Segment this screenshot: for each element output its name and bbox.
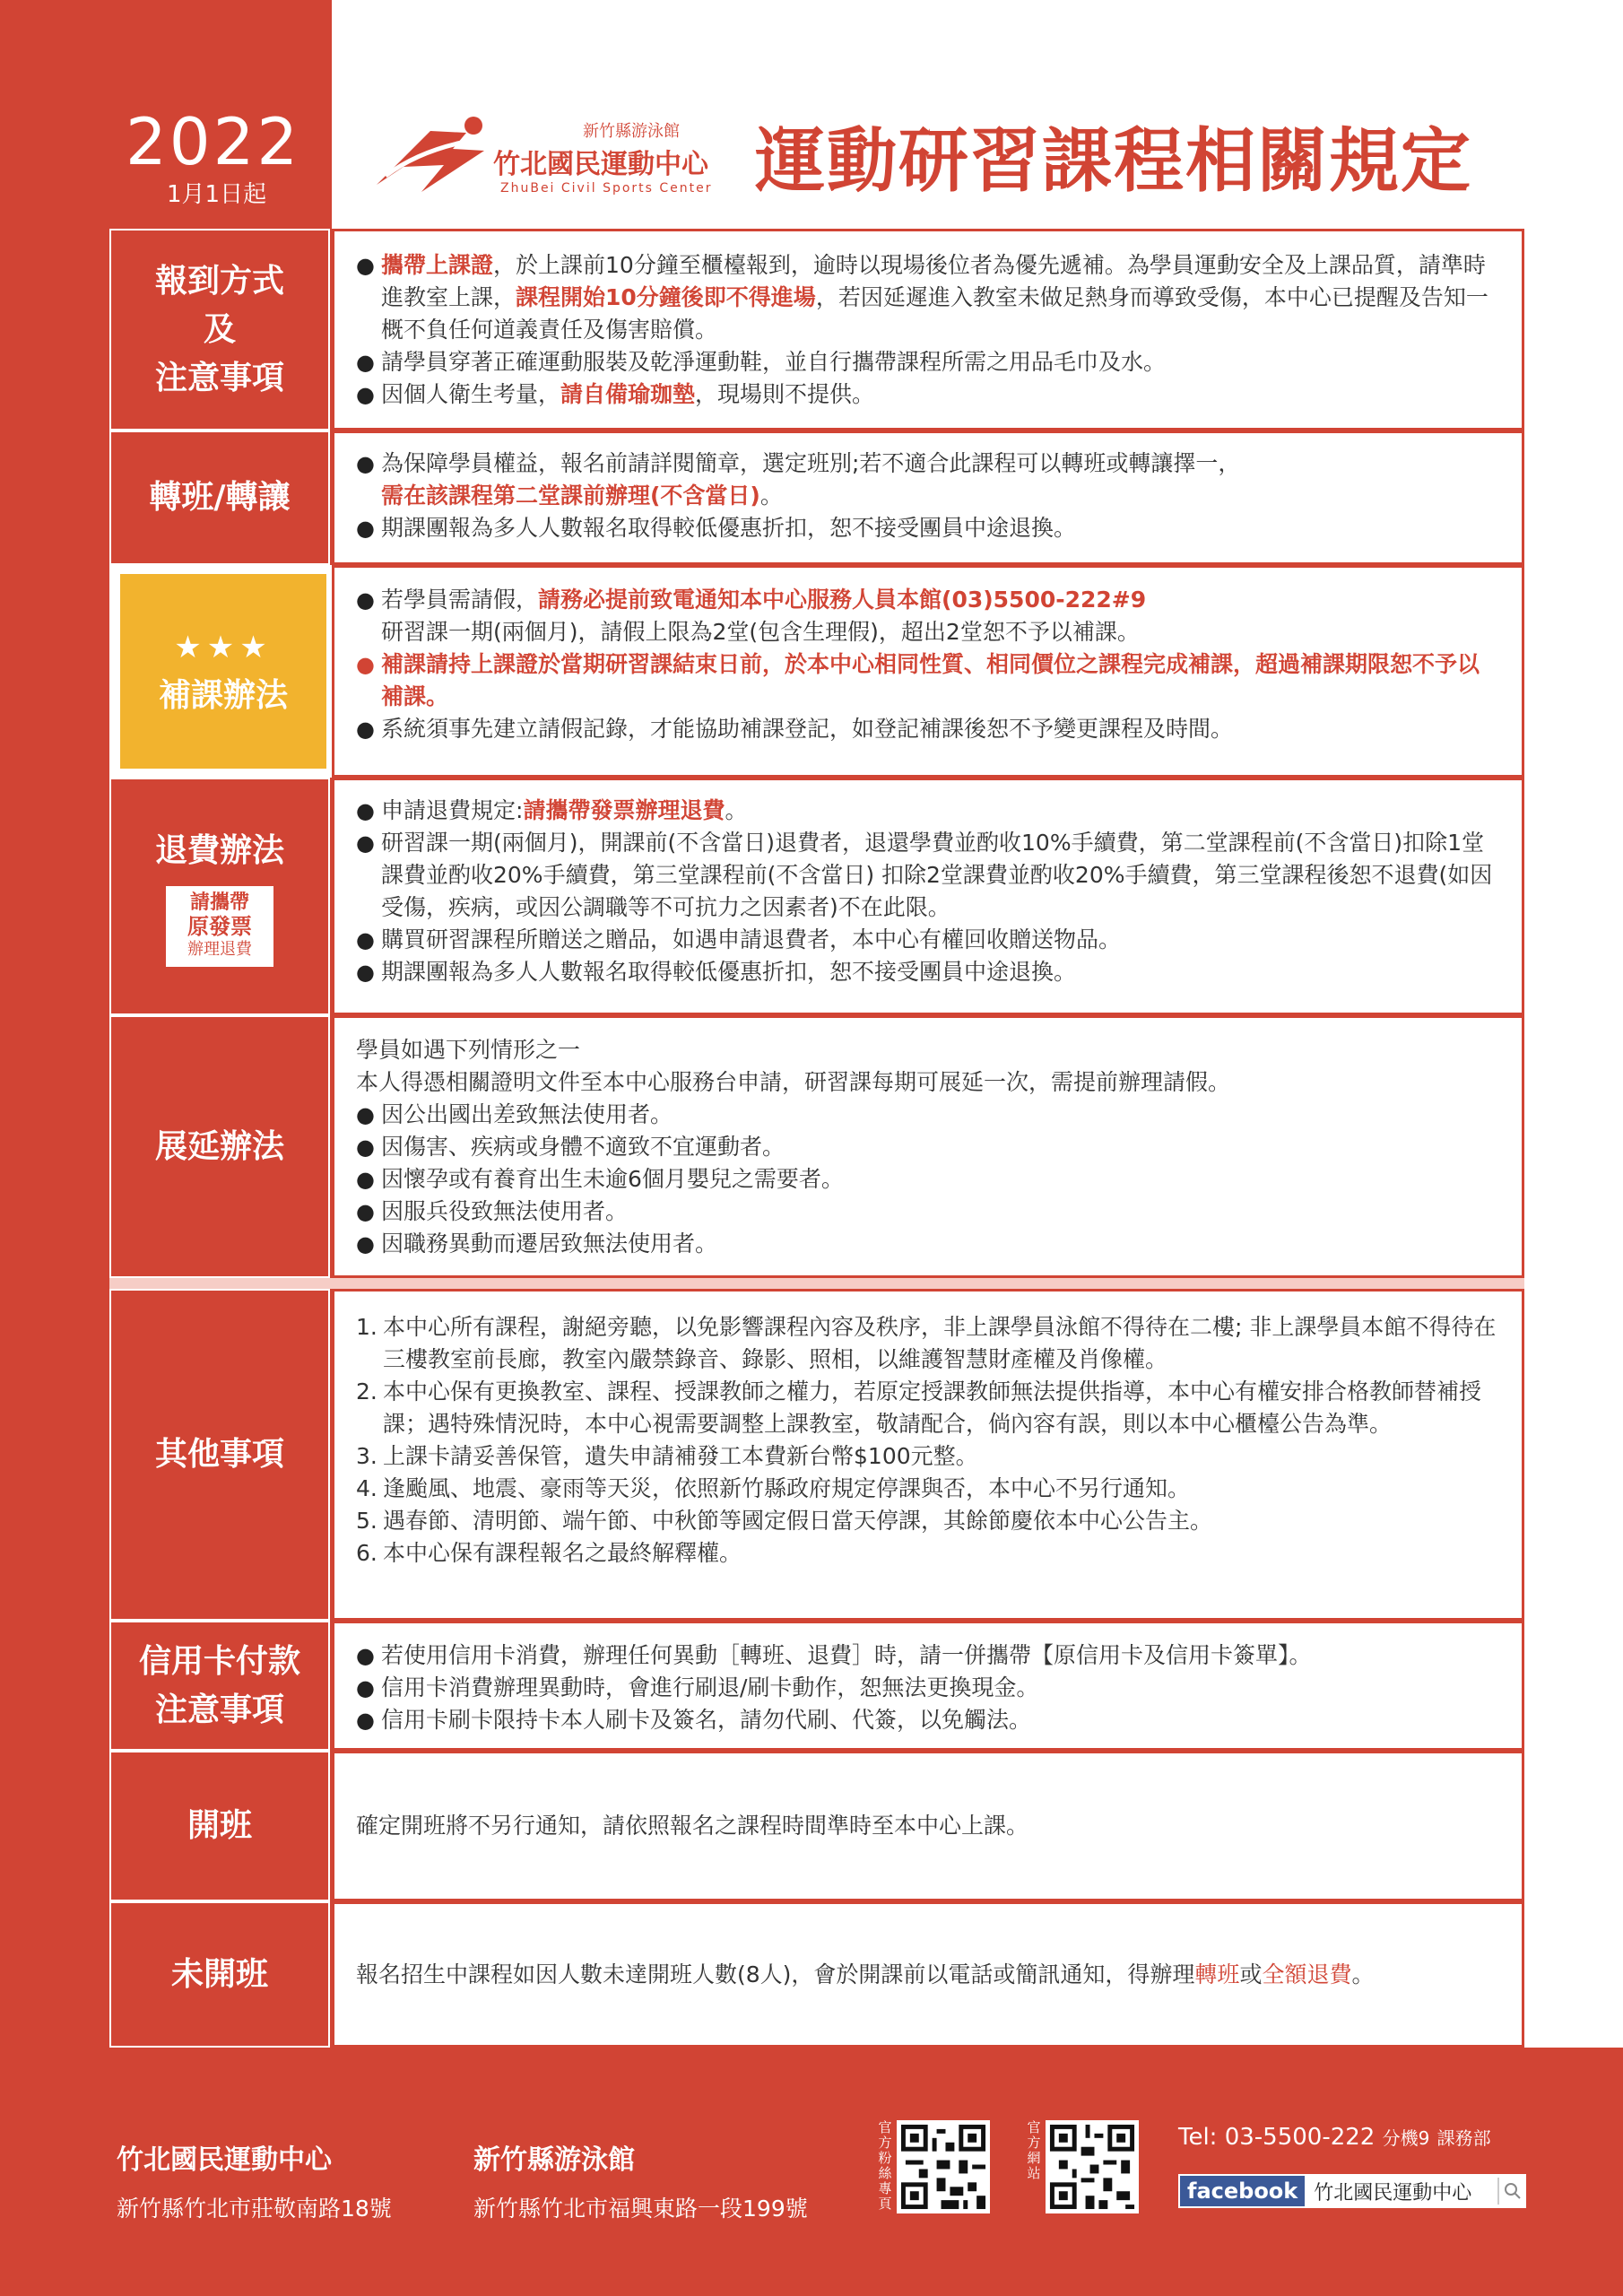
label-line: 注意事項 bbox=[154, 359, 284, 396]
intro-text: 本人得憑相關證明文件至本中心服務台申請，研習課每期可展延一次，需提前辦理請假。 bbox=[356, 1069, 1231, 1095]
section-open bbox=[109, 1751, 1524, 1901]
section-checkin bbox=[109, 229, 1524, 430]
receipt-line: 辦理退費 bbox=[187, 939, 252, 959]
list-item: ● 信用卡刷卡限持卡本人刷卡及簽名，請勿代刷、代簽，以免觸法。 bbox=[356, 1704, 1500, 1736]
section-content bbox=[332, 778, 1524, 1015]
section-label bbox=[109, 778, 330, 1015]
section-label: 轉班/轉讓 bbox=[109, 430, 330, 565]
receipt-badge bbox=[166, 886, 273, 967]
section-credit-card bbox=[109, 1621, 1524, 1751]
not-open-text: 報名招生中課程如因人數未達開班人數(8人)，會於開課前以電話或簡訊通知，得辦理轉班或全額退費。 bbox=[356, 1961, 1375, 1987]
label-line: 信用卡付款 bbox=[138, 1642, 300, 1680]
label-line: 退費辦法 bbox=[154, 831, 284, 869]
list-item: 3. 上課卡請妥善保管，遺失申請補發工本費新台幣$100元整。 bbox=[356, 1443, 978, 1469]
stars-icon: ★★★ bbox=[174, 629, 273, 665]
divider bbox=[109, 1278, 1524, 1289]
list-item: ● 信用卡消費辦理異動時，會進行刷退/刷卡動作，恕無法更換現金。 bbox=[356, 1672, 1500, 1704]
receipt-line: 原發票 bbox=[187, 913, 252, 939]
list-item: ● 購買研習課程所贈送之贈品，如遇申請退費者，本中心有權回收贈送物品。 bbox=[356, 924, 1500, 956]
label-line: 報到方式 bbox=[154, 262, 284, 300]
list-item: ● 研習課一期(兩個月)，開課前(不含當日)退費者，退還學費並酌收10%手續費，第二堂課程前(不含當日)扣除1堂課費並酌收20%手續費，第三堂課程前(不含當日) 扣除2堂課費並酌收20%手續費，第三堂課程後恕不退費(如因受傷，疾病，或因公調職等不可抗力之因素者)不在此限。 bbox=[356, 827, 1500, 924]
list-item: ● 若學員需請假，請務必提前致電通知本中心服務人員本館(03)5500-222#9 研習課一期(兩個月)，請假上限為2堂(包含生理假)，超出2堂恕不予以補課。 bbox=[356, 584, 1500, 648]
qr-code-fanpage-icon[interactable] bbox=[897, 2120, 990, 2213]
section-label: 展延辦法 bbox=[109, 1015, 330, 1278]
section-transfer bbox=[109, 430, 1524, 565]
effective-date: 1月1日起 bbox=[167, 181, 267, 208]
section-content bbox=[332, 565, 1524, 778]
list-item: ● 因服兵役致無法使用者。 bbox=[356, 1196, 1500, 1228]
section-content bbox=[332, 229, 1524, 430]
section-label: 開班 bbox=[109, 1751, 330, 1901]
section-content bbox=[332, 1901, 1524, 2048]
list-item: ● 請學員穿著正確運動服裝及乾淨運動鞋，並自行攜帶課程所需之用品毛巾及水。 bbox=[356, 346, 1500, 378]
center-name: 竹北國民運動中心 bbox=[117, 2144, 332, 2176]
center-address: 新竹縣竹北市福興東路一段199號 bbox=[473, 2196, 808, 2222]
list-item: ● 因懷孕或有養育出生未逾6個月嬰兒之需要者。 bbox=[356, 1163, 1500, 1196]
center-logo bbox=[368, 106, 744, 204]
open-text: 確定開班將不另行通知，請依照報名之課程時間準時至本中心上課。 bbox=[356, 1813, 1029, 1839]
qr-label-fanpage: 官方粉絲專頁 bbox=[878, 2119, 892, 2212]
tel-extension: 分機9 bbox=[1382, 2127, 1430, 2149]
list-item: ● 期課團報為多人人數報名取得較低優惠折扣，恕不接受團員中途退換。 bbox=[356, 512, 1500, 544]
logo-english: ZhuBei Civil Sports Center bbox=[500, 181, 713, 196]
list-item: ● 因傷害、疾病或身體不適致不宜運動者。 bbox=[356, 1131, 1500, 1163]
label-line: 注意事項 bbox=[154, 1691, 284, 1728]
facebook-page-name: 竹北國民運動中心 bbox=[1314, 2181, 1472, 2205]
year: 2022 bbox=[126, 104, 301, 179]
section-not-open bbox=[109, 1901, 1524, 2048]
section-label-highlight bbox=[120, 574, 326, 769]
list-item: 4. 逢颱風、地震、豪雨等天災，依照新竹縣政府規定停課與否，本中心不另行通知。 bbox=[356, 1475, 1191, 1501]
label-line: 補課辦法 bbox=[158, 676, 288, 714]
footer-center-2 bbox=[473, 2137, 808, 2223]
list-item: 2. 本中心保有更換教室、課程、授課教師之權力，若原定授課教師無法提供指導，本中心有權安排合格教師替補授課；遇特殊情況時，本中心視需要調整上課教室，敬請配合，倘內容有誤，則以本中心櫃檯公告為準。 bbox=[356, 1378, 1482, 1437]
list-item: ● 攜帶上課證，於上課前10分鐘至櫃檯報到，逾時以現場後位者為優先遞補。為學員運動安全及上課品質，請準時進教室上課，課程開始10分鐘後即不得進場，若因延遲進入教室未做足熱身而導致受傷，本中心已提醒及告知一概不負任何道義責任及傷害賠償。 bbox=[356, 249, 1500, 346]
list-item: ● 為保障學員權益，報名前請詳閱簡章，選定班別;若不適合此課程可以轉班或轉讓擇一， 需在該課程第二堂課前辦理(不含當日)。 bbox=[356, 448, 1500, 512]
center-address: 新竹縣竹北市莊敬南路18號 bbox=[117, 2196, 392, 2222]
section-content bbox=[332, 1289, 1524, 1621]
tel-number: Tel: 03-5500-222 bbox=[1178, 2124, 1376, 2151]
facebook-search-bar[interactable] bbox=[1178, 2174, 1526, 2208]
intro-text: 學員如遇下列情形之一 bbox=[356, 1037, 581, 1063]
section-content bbox=[332, 1621, 1524, 1751]
section-label: 未開班 bbox=[109, 1901, 330, 2048]
list-item: ● 若使用信用卡消費，辦理任何異動［轉班、退費］時，請一併攜帶【原信用卡及信用卡簽單】。 bbox=[356, 1639, 1500, 1672]
section-content bbox=[332, 1751, 1524, 1901]
section-label bbox=[109, 229, 330, 430]
footer-center-1 bbox=[117, 2137, 392, 2223]
list-item: ● 系統須事先建立請假記錄，才能協助補課登記，如登記補課後恕不予變更課程及時間。 bbox=[356, 713, 1500, 745]
department: 課務部 bbox=[1436, 2127, 1491, 2149]
search-icon[interactable] bbox=[1497, 2178, 1526, 2205]
qr-label-website: 官方網站 bbox=[1027, 2119, 1041, 2181]
list-item: 1. 本中心所有課程，謝絕旁聽，以免影響課程內容及秩序，非上課學員泳館不得待在二樓; 非上課學員本館不得待在三樓教室前長廊，教室內嚴禁錄音、錄影、照相，以維護智慧財產權及肖像權。 bbox=[356, 1314, 1497, 1372]
section-content bbox=[332, 430, 1524, 565]
center-name: 新竹縣游泳館 bbox=[473, 2144, 635, 2176]
receipt-line: 請攜帶 bbox=[189, 891, 249, 914]
list-item: 5. 遇春節、清明節、端午節、中秋節等國定假日當天停課，其餘節慶依本中心公告主。 bbox=[356, 1508, 1213, 1534]
contact-phone bbox=[1178, 2124, 1491, 2151]
facebook-logo-icon: facebook bbox=[1180, 2176, 1305, 2206]
label-line: 及 bbox=[203, 310, 236, 348]
section-label bbox=[109, 1621, 330, 1751]
runner-logo-icon bbox=[368, 113, 502, 194]
qr-code-website-icon[interactable] bbox=[1046, 2120, 1139, 2213]
logo-title: 竹北國民運動中心 bbox=[493, 149, 708, 180]
section-label: 其他事項 bbox=[109, 1289, 330, 1621]
list-item: ● 申請退費規定:請攜帶發票辦理退費。 bbox=[356, 795, 1500, 827]
label-frame bbox=[109, 565, 334, 778]
section-refund bbox=[109, 778, 1524, 1015]
logo-subtitle: 新竹縣游泳館 bbox=[583, 122, 680, 141]
section-makeup bbox=[109, 565, 1524, 778]
list-item: ● 因個人衛生考量，請自備瑜珈墊，現場則不提供。 bbox=[356, 378, 1500, 411]
list-item: 6. 本中心保有課程報名之最終解釋權。 bbox=[356, 1540, 742, 1566]
list-item: ● 期課團報為多人人數報名取得較低優惠折扣，恕不接受團員中途退換。 bbox=[356, 956, 1500, 988]
list-item: ● 因職務異動而遷居致無法使用者。 bbox=[356, 1228, 1500, 1260]
list-item: ● 補課請持上課證於當期研習課結束日前，於本中心相同性質、相同價位之課程完成補課，超過補課期限恕不予以補課。 bbox=[356, 648, 1500, 713]
section-content bbox=[332, 1015, 1524, 1278]
page-title: 運動研習課程相關規定 bbox=[755, 121, 1473, 202]
list-item: ● 因公出國出差致無法使用者。 bbox=[356, 1099, 1500, 1131]
section-other bbox=[109, 1289, 1524, 1621]
section-extension bbox=[109, 1015, 1524, 1278]
